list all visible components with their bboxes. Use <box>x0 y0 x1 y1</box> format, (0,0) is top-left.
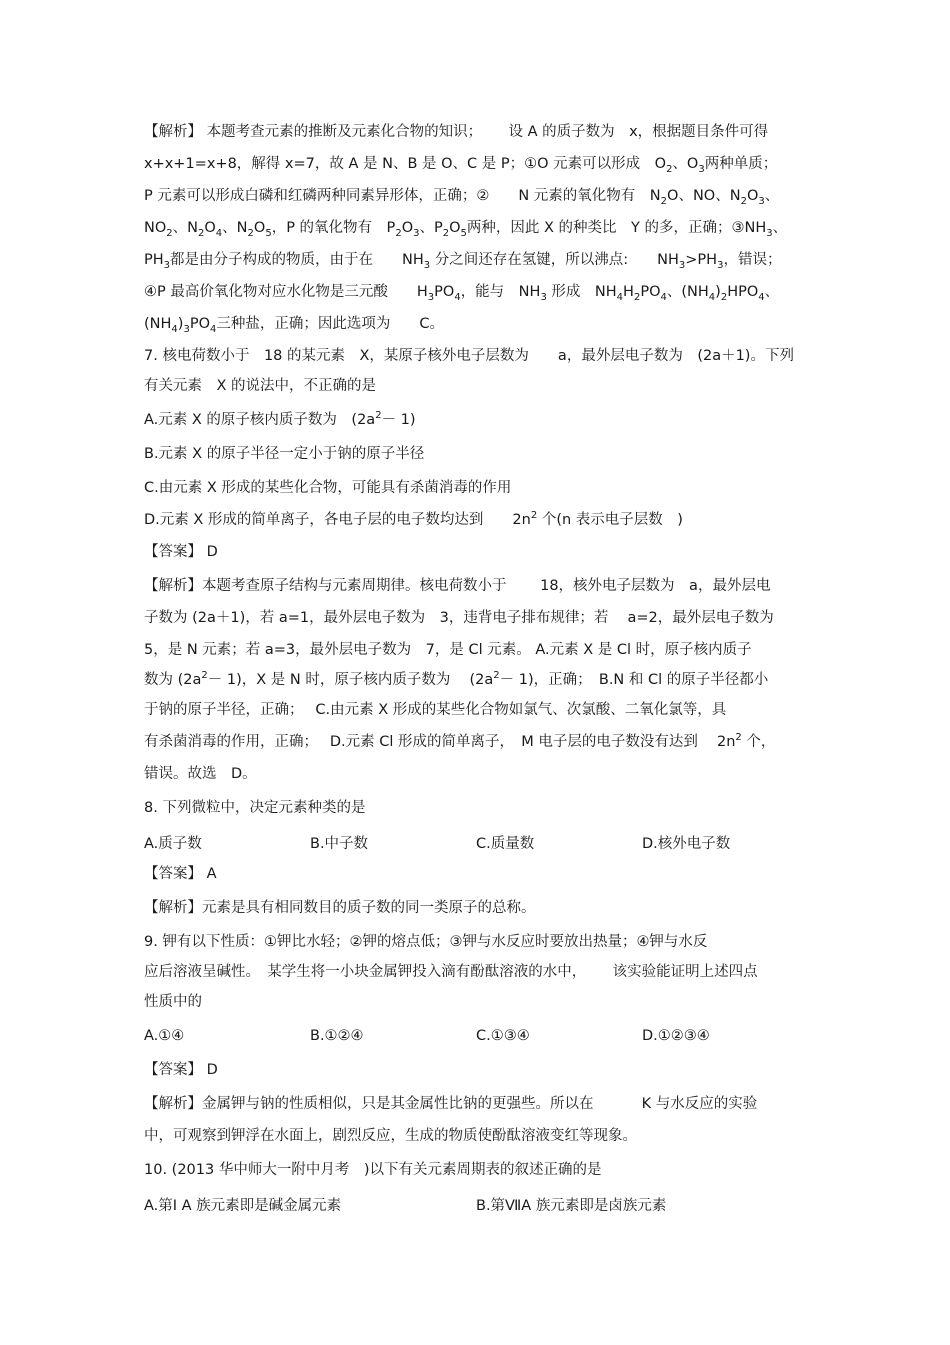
text-run: 4 <box>210 323 217 335</box>
answer-option: D.核外电子数 <box>642 836 731 852</box>
text-run: 3 <box>678 259 686 271</box>
answer-option: A.①④ <box>144 1028 185 1044</box>
text-run: 4 <box>454 291 461 303</box>
text-line <box>144 1160 820 1180</box>
text-line <box>144 346 820 366</box>
text-run: ，能与 NH <box>460 284 541 300</box>
text-run: 4 <box>616 291 624 303</box>
text-line <box>144 250 820 270</box>
text-run: 子数为 (2a＋1)，若 a=1，最外层电子数为 3，违背电子排布规律；若 a=2，最外层电子数为 <box>144 610 774 626</box>
text-run: ，错误； <box>723 252 782 268</box>
text-run: 3 <box>183 323 190 335</box>
text-run: 个， <box>741 734 776 750</box>
text-run: 2 <box>530 510 538 522</box>
answer-option: A.第Ⅰ A 族元素即是碱金属元素 <box>144 1198 342 1214</box>
text-run: O <box>746 188 759 204</box>
text-run: (NH <box>144 316 172 332</box>
text-run: PO <box>434 284 455 300</box>
text-run: 2 <box>493 670 500 682</box>
text-line <box>144 122 820 142</box>
text-line <box>144 864 820 884</box>
text-run: 10. (2013 华中师大一附中月考 )以下有关元素周期表的叙述正确的是 <box>144 1162 602 1178</box>
text-run: 4 <box>171 323 178 335</box>
text-run: 2 <box>395 227 402 239</box>
text-run: 5，是 N 元素；若 a=3，最外层电子数为 7，是 Cl 元素。 A.元素 X 是 Cl 时，原子核内质子 <box>144 642 752 658</box>
text-run: 、N <box>172 220 198 236</box>
text-line <box>144 542 820 562</box>
text-run: 3 <box>717 259 724 271</box>
text-line <box>144 1094 820 1114</box>
text-run: 4 <box>660 291 667 303</box>
text-run: C.由元素 X 形成的某些化合物，可能具有杀菌消毒的作用 <box>144 480 512 496</box>
text-run: 两种单质； <box>704 156 778 172</box>
text-run: 形成 NH <box>546 284 617 300</box>
text-run: 2 <box>198 227 205 239</box>
text-run: O <box>253 220 266 236</box>
answer-option: D.①②③④ <box>642 1028 710 1044</box>
text-line <box>144 670 820 690</box>
text-run: 4 <box>215 227 223 239</box>
text-line <box>144 700 820 720</box>
text-run: 三种盐，正确；因此选项为 C。 <box>216 316 445 332</box>
text-run: 于钠的原子半径，正确； C.由元素 X 形成的某些化合物如氯气、次氯酸、二氧化氯等，具 <box>144 702 727 718</box>
text-run: NO <box>144 220 167 236</box>
text-run: 中，可观察到钾浮在水面上，剧烈反应，生成的物质使酚酞溶液变红等现象。 <box>144 1128 637 1144</box>
text-line <box>144 154 820 174</box>
answer-option: B.①②④ <box>310 1028 364 1044</box>
text-line <box>144 478 820 498</box>
text-run: 3 <box>427 291 435 303</box>
answer-option: A.质子数 <box>144 836 202 852</box>
text-run: 2 <box>442 227 450 239</box>
text-run: 【解析】 本题考查元素的推断及元素化合物的知识； 设 A 的质子数为 x，根据题目条件可得 <box>144 124 769 140</box>
text-line <box>144 608 820 628</box>
text-line <box>144 218 820 238</box>
text-run: 3 <box>758 195 765 207</box>
text-line <box>144 1060 820 1080</box>
text-run: >PH <box>685 252 718 268</box>
text-run: 2 <box>166 227 173 239</box>
text-run: 3 <box>766 227 773 239</box>
text-run: 有杀菌消毒的作用，正确； D.元素 Cl 形成的简单离子， M 电子层的电子数没有达到 2n <box>144 734 736 750</box>
text-run: 5 <box>265 227 272 239</box>
text-line <box>144 640 820 660</box>
answer-option: B.中子数 <box>310 836 369 852</box>
text-run: x+x+1=x+8，解得 x=7，故 A 是 N、B 是 O、C 是 P；①O 元素可以形成 O <box>144 156 667 172</box>
text-run: A.元素 X 的原子核内质子数为 (2a <box>144 412 376 428</box>
text-run: 2 <box>720 291 728 303</box>
text-run: 、 <box>772 220 788 236</box>
text-run: H <box>623 284 634 300</box>
text-run: 【解析】金属钾与钠的性质相似，只是其金属性比钠的更强些。所以在 K 与水反应的实验 <box>144 1096 758 1112</box>
answer-option: B.第ⅦA 族元素即是卤族元素 <box>476 1198 667 1214</box>
text-run: 2 <box>660 195 668 207</box>
text-run: 2 <box>375 410 382 422</box>
text-run: － 1)，正确； B.N 和 Cl 的原子半径都小 <box>499 672 769 688</box>
text-run: 2 <box>201 670 208 682</box>
text-line <box>144 410 820 430</box>
text-line <box>144 798 820 818</box>
text-run: 个(n 表示电子层数 ) <box>537 512 683 528</box>
text-run: 数为 (2a <box>144 672 202 688</box>
text-line <box>144 1126 820 1146</box>
text-run: 、N <box>222 220 248 236</box>
text-run: 2 <box>247 227 254 239</box>
text-run: O <box>401 220 414 236</box>
text-run: 2 <box>666 163 673 175</box>
text-run: 性质中的 <box>144 994 202 1010</box>
text-run: 3 <box>163 259 171 271</box>
text-run: B.元素 X 的原子半径一定小于钠的原子半径 <box>144 446 425 462</box>
text-line <box>144 764 820 784</box>
text-run: 3 <box>413 227 420 239</box>
text-run: 5 <box>460 227 467 239</box>
text-run: 【答案】 D <box>144 544 218 560</box>
text-run: O <box>204 220 216 236</box>
text-run: O、NO、N <box>667 188 741 204</box>
text-line <box>144 314 820 334</box>
text-run: 分之间还存在氢键，所以沸点: NH <box>430 252 679 268</box>
text-run: PO <box>189 316 211 332</box>
text-run: 3 <box>423 259 431 271</box>
text-run: HPO <box>727 284 759 300</box>
text-run: PH <box>144 252 164 268</box>
text-run: ) <box>177 316 184 332</box>
answer-option: C.①③④ <box>476 1028 530 1044</box>
text-run: 7. 核电荷数小于 18 的某元素 X，某原子核外电子层数为 a，最外层电子数为 (2a＋1)。下列 <box>144 348 794 364</box>
text-line <box>144 444 820 464</box>
text-run: 、 <box>764 188 780 204</box>
text-line <box>144 898 820 918</box>
text-line <box>144 992 820 1012</box>
text-run: 3 <box>540 291 547 303</box>
text-run: ) <box>715 284 721 300</box>
text-run: 错误。故选 D。 <box>144 766 257 782</box>
text-run: 【答案】 A <box>144 866 217 882</box>
answer-option: C.质量数 <box>476 836 535 852</box>
text-line <box>144 376 820 396</box>
text-run: － 1)，X 是 N 时，原子核内质子数为 (2a <box>207 672 494 688</box>
text-run: 4 <box>758 291 765 303</box>
text-run: 、P <box>419 220 443 236</box>
text-line <box>144 510 820 530</box>
text-run: 【解析】元素是具有相同数目的质子数的同一类原子的总称。 <box>144 900 536 916</box>
text-run: 4 <box>708 291 716 303</box>
text-run: 两种，因此 X 的种类比 Y 的多，正确；③NH <box>466 220 767 236</box>
text-line <box>144 576 820 596</box>
text-run: － 1) <box>381 412 416 428</box>
text-run: ，P 的氧化物有 P <box>271 220 396 236</box>
text-run: PO <box>640 284 661 300</box>
text-run: 、O <box>672 156 699 172</box>
text-line <box>144 732 820 752</box>
text-line <box>144 962 820 982</box>
text-run: 都是由分子构成的物质，由于在 NH <box>170 252 424 268</box>
text-run: 9. 钾有以下性质：①钾比水轻；②钾的熔点低；③钾与水反应时要放出热量；④钾与水反 <box>144 934 708 950</box>
text-run: 【解析】本题考查原子结构与元素周期律。核电荷数小于 18，核外电子层数为 a，最外层电 <box>144 578 771 594</box>
text-run: P 元素可以形成白磷和红磷两种同素异形体，正确；② N 元素的氧化物有 N <box>144 188 661 204</box>
text-run: 2 <box>633 291 641 303</box>
text-run: 【答案】 D <box>144 1062 218 1078</box>
text-run: 、 <box>764 284 780 300</box>
text-run: 应后溶液呈碱性。 某学生将一小块金属钾投入滴有酚酞溶液的水中， 该实验能证明上述四点 <box>144 964 758 980</box>
text-run: 有关元素 X 的说法中，不正确的是 <box>144 378 377 394</box>
text-line <box>144 282 820 302</box>
text-line <box>144 932 820 952</box>
text-run: D.元素 X 形成的简单离子，各电子层的电子数均达到 2n <box>144 512 531 528</box>
text-run: ④P 最高价氧化物对应水化物是三元酸 H <box>144 284 428 300</box>
text-run: 2 <box>740 195 747 207</box>
text-run: 、(NH <box>666 284 709 300</box>
text-run: 3 <box>698 163 705 175</box>
text-run: O <box>449 220 461 236</box>
text-run: 2 <box>735 732 742 744</box>
text-run: 8. 下列微粒中，决定元素种类的是 <box>144 800 366 816</box>
text-line <box>144 186 820 206</box>
